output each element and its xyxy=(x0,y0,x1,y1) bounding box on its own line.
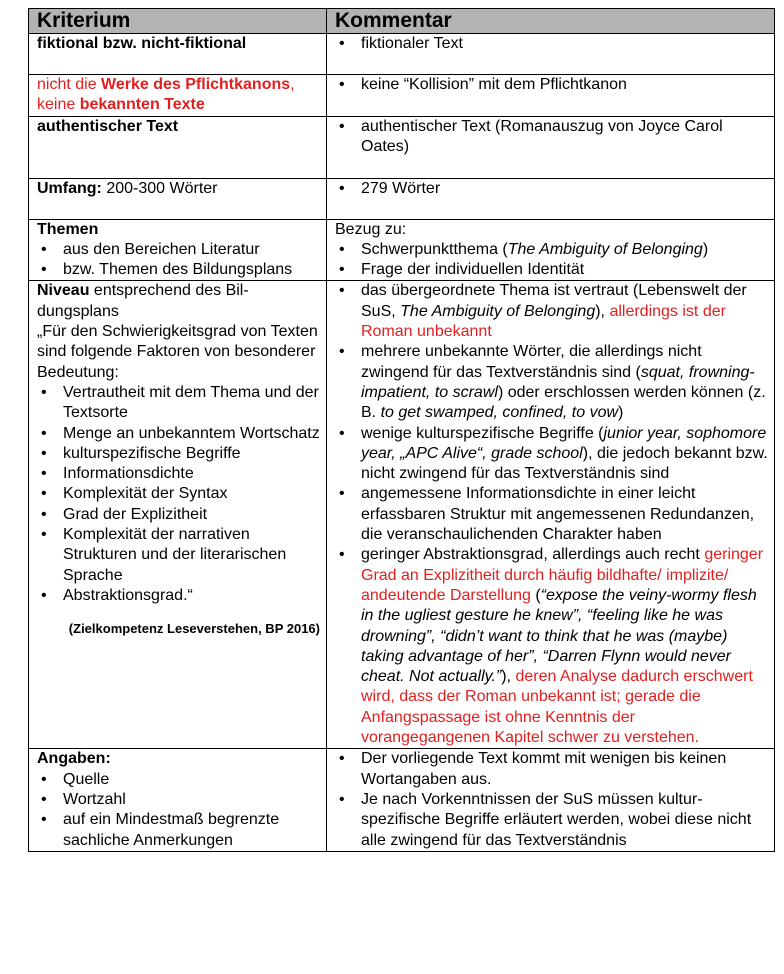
list-item: • angemessene Informationsdichte in einer leicht erfassbaren Struktur mit angemessenen Redundanzen, die veranschaulichenden Charakter haben xyxy=(335,484,768,545)
comment-pflichtkanon xyxy=(327,75,775,117)
criteria-table xyxy=(28,8,775,852)
text: The Ambiguity of Belonging xyxy=(507,240,703,258)
text: The Ambiguity of Belonging xyxy=(400,302,596,320)
text: deren Analyse dadurch erschwert wird, dass der Roman unbekannt ist; gerade die Anfangspassage ist ohne Kenntnis der vorangegangenen Kapitel schwer zu verstehen. xyxy=(361,668,753,747)
text: bekannten Texte xyxy=(79,96,205,114)
text: Schwerpunktthema ( xyxy=(361,240,508,258)
comment-fiktional xyxy=(327,34,775,75)
label: Angaben: xyxy=(37,750,111,768)
criterion-niveau xyxy=(29,281,327,749)
text: junior year, sophomore year, „APC Alive“, grade school xyxy=(361,424,767,462)
text: ), xyxy=(595,302,610,320)
criterion-pflichtkanon xyxy=(29,75,327,117)
list-item: • fiktionaler Text xyxy=(335,34,768,54)
comment-angaben xyxy=(327,749,775,851)
row-pflichtkanon xyxy=(29,75,775,117)
niveau-heading xyxy=(37,281,320,322)
list-item: • kulturspezifische Begriffe xyxy=(37,444,320,464)
criterion-authentisch: authentischer Text xyxy=(29,116,327,178)
list-item: • Informationsdichte xyxy=(37,464,320,484)
list-item xyxy=(335,281,768,342)
row-authentisch xyxy=(29,116,775,178)
criterion-umfang xyxy=(29,178,327,219)
list-item: • Der vorliegende Text kommt mit wenigen bis keinen Wortangaben aus. xyxy=(335,749,768,790)
list-item: • 279 Wörter xyxy=(335,179,768,199)
text: ( xyxy=(530,586,541,604)
row-fiktional xyxy=(29,34,775,75)
row-umfang xyxy=(29,178,775,219)
row-themen xyxy=(29,219,775,281)
label: Niveau xyxy=(37,282,90,300)
list-item: • Abstraktionsgrad.“ xyxy=(37,586,320,606)
comment-umfang xyxy=(327,178,775,219)
list-item: • Wortzahl xyxy=(37,790,320,810)
text: geringer Grad an Explizitheit durch häufig bildhafte/ implizite/ andeutende Darstellung xyxy=(361,546,764,604)
text: to get swamped, confined, to vow xyxy=(380,404,619,422)
list-item: • Frage der individuellen Identität xyxy=(335,260,768,280)
quote: „Für den Schwierigkeitsgrad von Texten sind folgende Faktoren von besonderer Bedeutung: xyxy=(37,323,318,381)
text: ) xyxy=(702,240,709,258)
criterion-fiktional: fiktional bzw. nicht-fiktional xyxy=(29,34,327,75)
text: das übergeordnete Thema ist vertraut (Lebenswelt der SuS, xyxy=(361,282,747,320)
text: allerdings ist der Roman unbekannt xyxy=(361,302,726,341)
text: squat, frowning-impatient, to scrawl xyxy=(361,363,755,401)
text: ) oder erschlossen werden können (z. B. xyxy=(361,383,766,422)
list-item: • Komplexität der Syntax xyxy=(37,484,320,504)
text: nicht die xyxy=(37,76,102,93)
list-item xyxy=(335,545,768,748)
comment-themen xyxy=(327,219,775,281)
list-item: • Menge an unbekanntem Wortschatz xyxy=(37,424,320,444)
list-item: • aus den Bereichen Literatur xyxy=(37,240,320,260)
label: Themen xyxy=(37,220,99,238)
header-comment: Kommentar xyxy=(327,9,775,34)
intro: Bezug zu: xyxy=(335,220,407,238)
list-item xyxy=(335,342,768,423)
criterion-angaben xyxy=(29,749,327,851)
list-item: • Komplexität der narrativen Strukturen und der literarischen Sprache xyxy=(37,525,320,586)
list-item xyxy=(335,240,768,260)
text: mehrere unbekannte Wörter, die allerdings nicht zwingend für das Textverständnis sind ( xyxy=(361,343,702,381)
comment-authentisch xyxy=(327,116,775,178)
value: 200-300 Wörter xyxy=(101,179,218,197)
text: ), die jedoch bekannt bzw. nicht zwingend für das Textverständnis sind xyxy=(361,444,768,483)
text: ), xyxy=(501,668,516,686)
list-item xyxy=(335,424,768,485)
source-citation: (Zielkompetenz Leseverstehen, BP 2016) xyxy=(68,621,320,637)
list-item: • Quelle xyxy=(37,770,320,790)
label: Umfang: xyxy=(37,179,102,197)
text: “expose the veiny-wormy flesh in the ugliest gesture he knew”, “feeling like he was drowning”, “didn’t want to think that he was (maybe) taking advantage of her”, “Darren Flynn would never cheat. Not actually.” xyxy=(361,586,757,686)
text: Werke des Pflichtkanons xyxy=(101,76,291,93)
list-item: • Grad der Explizitheit xyxy=(37,505,320,525)
text: ) xyxy=(618,404,624,422)
comment-niveau xyxy=(327,281,775,749)
list-item: • Je nach Vorkenntnissen der SuS müssen kulturspezifische Begriffe erläutert werden, wobei diese nicht alle zwingend für das Textverständnis xyxy=(335,790,768,851)
list-item: • bzw. Themen des Bildungsplans xyxy=(37,260,320,280)
header-criterion: Kriterium xyxy=(29,9,327,34)
list-item: • keine “Kollision” mit dem Pflichtkanon xyxy=(335,75,768,95)
header-row xyxy=(29,9,775,34)
list-item: • authentischer Text (Romanauszug von Joyce Carol Oates) xyxy=(335,117,768,158)
list-item: • auf ein Mindestmaß begrenzte sachliche Anmerkungen xyxy=(37,810,320,851)
text: wenige kulturspezifische Begriffe ( xyxy=(361,424,604,442)
row-angaben xyxy=(29,749,775,851)
row-niveau xyxy=(29,281,775,749)
text: , keine xyxy=(37,76,295,114)
criterion-themen xyxy=(29,219,327,281)
list-item: • Vertrautheit mit dem Thema und der Textsorte xyxy=(37,383,320,424)
text: geringer Abstraktionsgrad, allerdings auch recht xyxy=(361,546,705,564)
text: entsprechend des Bildungsplans xyxy=(37,282,249,320)
